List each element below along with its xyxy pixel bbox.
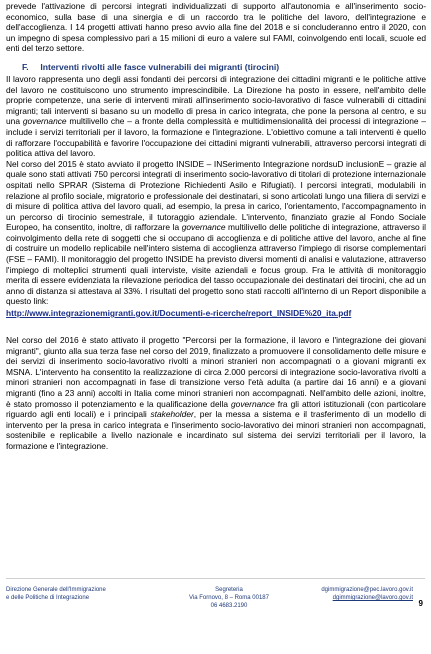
section-title: Interventi rivolti alle fasce vulnerabili dei migranti (tirocini) <box>40 61 280 72</box>
paragraph-inside <box>6 159 426 307</box>
phone: 06 4683.2190 <box>210 603 248 609</box>
paragraph-text: Nel corso del 2015 è stato avviato il progetto INSIDE – INSerimento Integrazione nordsuD inclusionE – grazie al quale sono stati attivati 750 percorsi integrati di inserimento socio-lavorativo di titolari di protezione internazionale ospitati nello SPRAR (Sistema di Protezione Richiedenti Asilo e Rifugiati). I percorsi integrati, modulabili in relazione al profilo sociale, migratorio e professionale dei destinatari, si sono articolati lungo una filiera di servizi e di misure di politica attiva del lavoro quali, ad esempio, la presa in carico, l'orientamento, l'accompagnamento in un percorso di tirocinio semestrale, il tutoraggio aziendale. L'intervento, finanziato grazie al Fondo Sociale Europeo, ha consentito, inoltre, di rafforzare la <box>6 158 426 233</box>
paragraph-text: Nel corso del 2016 è stato attivato il progetto "Percorsi per la formazione, il lavoro e l'integrazione dei giovani migranti", giunto alla sua terza fase nel corso del 2019, finalizzato a promuovere il consolidamento delle misure e dei servizi di inserimento socio-lavorativo rivolti a minori stranieri non accompagnati o a giovani migranti ex MSNA. L'intervento ha consentito la realizzazione di circa 2.000 percorsi di integrazione socio-lavorativa rivolti a minori stranieri non accompagnati in fase di transizione verso l'età adulta (a partire dai 16 anni) e a giovani migranti (fino a 23 anni) accolti in Italia come minori stranieri non accompagnati. Nell'ambito delle azioni, inoltre, è stato promosso il potenziamento e la qualificazione della <box>6 335 426 409</box>
address: Via Fornovo, 8 – Roma 00187 <box>189 595 269 601</box>
pec-email[interactable]: dgimmigrazione@pec.lavoro.gov.it <box>321 587 413 593</box>
paragraph-text: fra gli attori istituzionali (con particolare riguardo agli enti locali) e i principali <box>6 398 426 420</box>
italic-term: governance <box>22 116 67 127</box>
paragraph-text: multilivello delle politiche di integrazione, attraverso il coinvolgimento della rete di soggetti che si occupano di accoglienza e di politiche attive del lavoro, anche al fine di costruire un modello replicabile nell'intero sistema di accoglienza attraverso l'impiego di risorse complementari (FSE – FAMI). Il monitoraggio del progetto INSIDE ha previsto diversi momenti di analisi e valutazione, attraverso l'impiego di molteplici strumenti quali interviste, visite aziendali e focus group. Fra le attività di monitoraggio merita di essere evidenziata la rilevazione periodica del tasso occupazionale dei destinatari dei tirocini, che ad un anno di distanza si attestava al 33%. I risultati del progetto sono stati raccolti all'interno di un Report disponibile a questo link: <box>6 222 426 307</box>
footer-divider <box>6 578 425 579</box>
page-footer <box>6 578 425 638</box>
paragraph-text: Il lavoro rappresenta uno degli assi fondanti dei percorsi di integrazione dei cittadini migranti e le politiche attive del lavoro ne costituiscono uno strumento imprescindibile. La Direzione ha posto in essere, nell'ambito delle proprie competenze, una serie di interventi mirati all'inserimento socio-lavorativo di fasce vulnerabili di cittadini migranti; tali interventi si basano su un modello di presa in carico integrata, che pone la persona al centro, e su una <box>6 73 426 127</box>
italic-term: stakeholder <box>150 409 194 420</box>
footer-contacts <box>174 586 284 610</box>
paragraph-text: multilivello che – a fronte della complessità e multidimensionalità dei processi di integrazione – include i servizi territoriali per il lavoro, la formazione e l'integrazione. L'obiettivo comune a tali interventi è quello di rafforzare l'occupabilità e favorire l'occupazione dei cittadini migranti vulnerabili, attraverso percorsi integrati di politica attiva del lavoro. <box>6 116 426 159</box>
footer-organization <box>6 586 166 602</box>
email-link[interactable]: dgimmigrazione@lavoro.gov.it <box>332 595 413 601</box>
page-body <box>6 0 426 452</box>
paragraph-lavoro <box>6 74 426 159</box>
org-line-2: e delle Politiche di Integrazione <box>6 595 90 601</box>
paragraph-text: , per la messa a sistema e il trasferimento di un modello di intervento per la presa in carico integrata e l'inserimento socio-lavorativo dei minori stranieri non accompagnati, sostenibile e replicabile a livello nazionale e incardinato sul sistema dei servizi territoriali per il lavoro, la formazione e l'integrazione. <box>6 409 426 451</box>
italic-term: governance <box>181 222 226 233</box>
section-heading <box>22 62 426 73</box>
footer-emails <box>283 586 413 602</box>
paragraph-intro: prevede l'attivazione di percorsi integrati individualizzati di supporto all'autonomia e all'inserimento socio-economico, sulla base di una sinergia e di un raccordo tra le politiche del lavoro, dell'integrazione e dell'accoglienza. I 14 progetti attivati hanno preso avvio alla fine del 2018 e si concluderanno entro il 2020, con un impegno di spesa complessivo pari a 15 milioni di euro a valere sul FAMI, coinvolgendo enti locali, scuole ed enti del terzo settore. <box>6 1 426 54</box>
report-link[interactable]: http://www.integrazionemigranti.gov.it/Documenti-e-ricerche/report_INSIDE%20_ita.pdf <box>6 308 352 319</box>
org-line-1: Direzione Generale dell'Immigrazione <box>6 587 106 593</box>
secretariat-label: Segreteria <box>215 587 243 593</box>
italic-term: governance <box>231 398 275 409</box>
paragraph-giovani <box>6 335 426 452</box>
page-number: 9 <box>418 599 423 608</box>
section-letter: F. <box>22 61 29 72</box>
